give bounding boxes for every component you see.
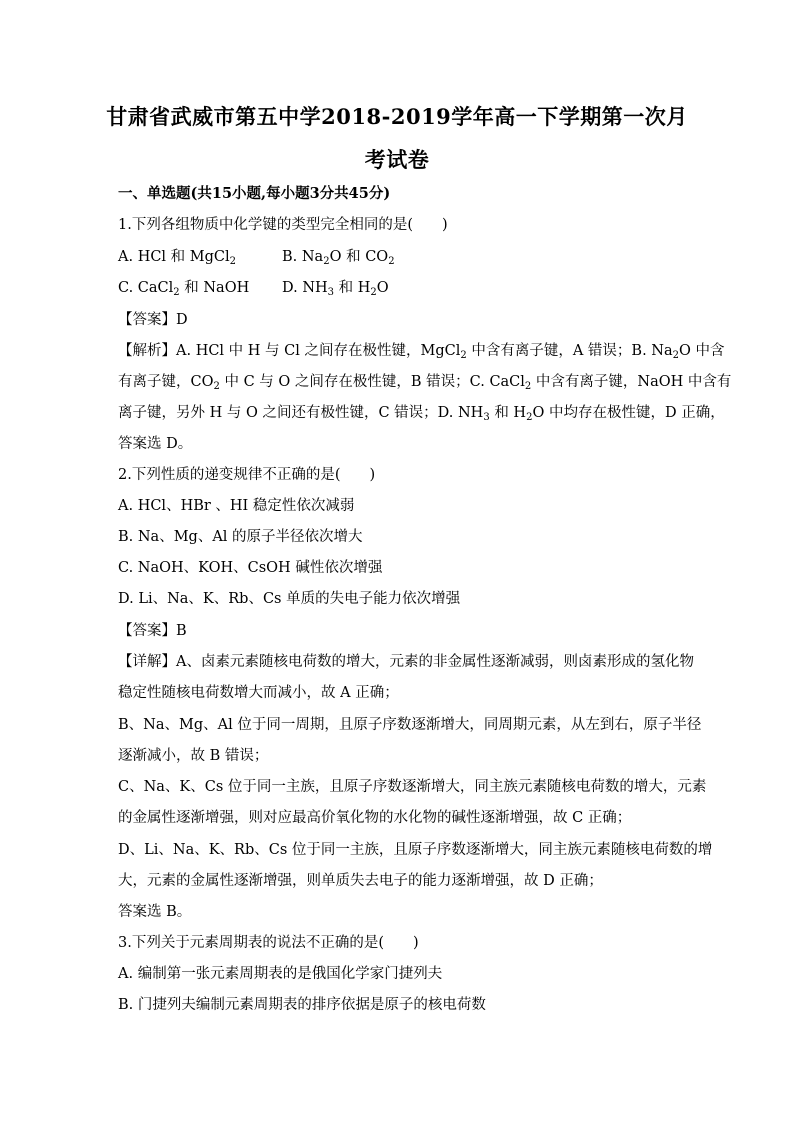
q1-explanation-line: 有离子键，$CO_2$ 中 C 与 O 之间存在极性键，B 错误；C. CaCl$_2$ 中含有离子键，NaOH 中含有 [118, 374, 732, 392]
q2-option-b: B. Na、Mg、Al 的原子半径依次增大 [118, 529, 363, 545]
q1-option-a: A. HCl 和 MgCl$_2$ [118, 249, 237, 267]
q3-option-b: B. 门捷列夫编制元素周期表的排序依据是原子的核电荷数 [118, 997, 486, 1013]
q2-detail-line: C、Na、K、Cs 位于同一主族，且原子序数逐渐增大，同主族元素随核电荷数的增大，元素 [118, 779, 707, 795]
q2-detail-line: 大，元素的金属性逐渐增强，则单质失去电子的能力逐渐增强，故 D 正确； [118, 873, 603, 889]
q2-detail-line: 稳定性随核电荷数增大而减小，故 A 正确； [118, 685, 399, 701]
q2-detail-line: 答案选 B。 [118, 904, 192, 920]
q1-option-b: B. $Na_2O$ 和 $CO_2$ [282, 249, 395, 267]
q2-detail-line: B、Na、Mg、Al 位于同一周期，且原子序数逐渐增大，同周期元素，从左到右，原子半径 [118, 717, 702, 733]
q2-answer: 【答案】B [118, 623, 187, 639]
q3-stem: 3.下列关于元素周期表的说法不正确的是( ) [118, 935, 419, 951]
q2-option-d: D. Li、Na、K、Rb、Cs 单质的失电子能力依次增强 [118, 591, 461, 607]
q2-option-c: C. NaOH、KOH、CsOH 碱性依次增强 [118, 560, 383, 576]
q2-detail-line: 【详解】A、卤素元素随核电荷数的增大，元素的非金属性逐渐减弱，则卤素形成的氢化物 [118, 654, 694, 670]
q2-detail-line: D、Li、Na、K、Rb、Cs 位于同一主族，且原子序数逐渐增大，同主族元素随核电荷数的增 [118, 842, 713, 858]
q1-option-c: C. CaCl$_2$ 和 NaOH [118, 280, 250, 298]
q1-option-d: D. $NH_3$ 和 $H_2O$ [282, 280, 389, 298]
exam-title-line1: 甘肃省武威市第五中学2018-2019学年高一下学期第一次月 [106, 104, 688, 129]
q1-stem: 1.下列各组物质中化学键的类型完全相同的是( ) [118, 217, 448, 233]
q1-answer: 【答案】D [118, 312, 188, 328]
q1-explanation-line: 离子键，另外 H 与 O 之间还有极性键，C 错误；D. $NH_3$ 和 $H_2O$ 中均存在极性键，D 正确， [118, 405, 725, 423]
q3-option-a: A. 编制第一张元素周期表的是俄国化学家门捷列夫 [118, 966, 443, 982]
q2-stem: 2.下列性质的递变规律不正确的是( ) [118, 467, 376, 483]
q2-detail-line: 的金属性逐渐增强，则对应最高价氧化物的水化物的碱性逐渐增强，故 C 正确； [118, 810, 632, 826]
exam-title-line2: 考试卷 [364, 147, 430, 172]
q2-detail-line: 逐渐减小，故 B 错误； [118, 748, 269, 764]
q2-option-a: A. HCl、HBr 、HI 稳定性依次减弱 [118, 498, 355, 514]
q1-explanation-line: 答案选 D。 [118, 436, 193, 452]
section-heading: 一、单选题(共15小题,每小题3分共45分) [118, 185, 391, 202]
q1-explanation-line: 【解析】A. HCl 中 H 与 Cl 之间存在极性键，MgCl$_2$ 中含有离子键，A 错误；B. $Na_2O$ 中含 [118, 343, 725, 361]
